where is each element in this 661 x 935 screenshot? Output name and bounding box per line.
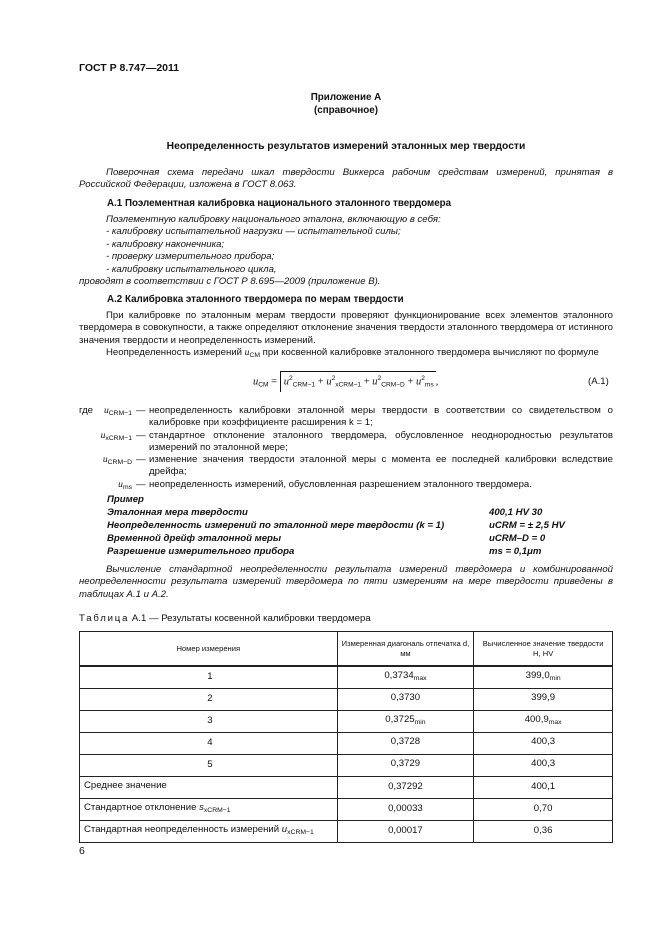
- intro-paragraph: Поверочная схема передачи шкал твердости Виккерса рабочим средствам измерений, принятая в Российской Федерации, изложена в ГОСТ 8.063.: [79, 167, 613, 191]
- where-label: где: [79, 405, 94, 416]
- list-item: - калибровку испытательного цикла,: [106, 263, 277, 275]
- section-a2-heading: А.2 Калибровка эталонного твердомера по мерам твердости: [107, 294, 404, 305]
- annex-main-title: Неопределенность результатов измерений эталонных мер твердости: [166, 141, 526, 152]
- list-item: - калибровку испытательной нагрузки — испытательной силы;: [106, 226, 401, 238]
- definition-text: изменение значения твердости эталонной меры с момента ее последней калибровки вследствие дрейфа;: [149, 454, 613, 478]
- definition-dash: —: [136, 430, 146, 441]
- square-root-icon: $u^2_{CRM-1} + u^2_{xCRM-1} + u^2_{CRM-D} + u^2_{ms}$: [280, 371, 436, 392]
- definition-dash: —: [136, 405, 146, 416]
- section-a1-body: [79, 214, 613, 288]
- section-a1-heading: А.1 Поэлементная калибровка национального эталонного твердомера: [107, 198, 452, 209]
- document-header: ГОСТ Р 8.747—2011: [79, 62, 180, 74]
- example-title: Пример: [107, 494, 144, 505]
- definition-dash: —: [136, 454, 146, 465]
- example-label: Неопределенность измерений по эталонной мере твердости (k = 1): [107, 520, 445, 531]
- list-item: - проверку измерительного прибора;: [106, 251, 275, 263]
- page-number: 6: [79, 845, 85, 857]
- annex-heading: [79, 92, 613, 117]
- closing-paragraph: Вычисление стандартной неопределенности результата измерений твердомера и комбинированной неопределенности результата измерений твердомера по пяти измерениям на мере твердости приведены в таблицах А.1 и А.2.: [79, 564, 613, 600]
- table-caption: Таблица А.1 — Результаты косвенной калибровки твердомера: [79, 613, 371, 624]
- table-summary-row: Стандартная неопределенность измерений $u_{xCRM-1}$ 0,00017 0,36: [80, 821, 613, 843]
- list-item: - калибровку наконечника;: [106, 238, 225, 250]
- definition-text: неопределенность калибровки эталонной меры твердости в соответствии со свидетельством о калибровке при коэффициенте расширения k = 1;: [149, 405, 613, 429]
- example-label: Разрешение измерительного прибора: [107, 546, 295, 557]
- example-block: [0, 494, 661, 560]
- formula-a1: $u_{CM} = u^2_{CRM-1} + u^2_{xCRM-1} + u^2_{CRM-D} + u^2_{ms}$ ,: [253, 371, 438, 392]
- results-table: [79, 631, 613, 843]
- definition-symbol: $u_{xCRM-1}$: [100, 430, 132, 442]
- column-header: Вычисленное значение твердости H, HV: [474, 632, 613, 667]
- example-value: ms = 0,1μm: [489, 546, 542, 557]
- table-summary-row: Среднее значение 0,37292 400,1: [80, 777, 613, 799]
- table-row: 3 $0,3725_{min}$ $400,9_{max}$: [80, 711, 613, 733]
- definition-dash: —: [136, 479, 146, 490]
- example-label: Эталонная мера твердости: [107, 507, 248, 518]
- formula-number: (А.1): [588, 376, 609, 387]
- table-row: 4 0,3728 400,3: [80, 733, 613, 755]
- example-value: uCRM–D = 0: [489, 533, 546, 544]
- table-row: 2 0,3730 399,9: [80, 689, 613, 711]
- definition-text: стандартное отклонение эталонного твердомера, обусловленное неоднородностью результатов измерений по эталонной мере;: [149, 430, 613, 454]
- definition-symbol: $u_{ms}$: [118, 479, 132, 491]
- annex-subtitle: (справочное): [314, 104, 378, 116]
- column-header: Измеренная диагональ отпечатка d, мм: [337, 632, 474, 667]
- section-a1-trail: проводят в соответствии с ГОСТ Р 8.695—2009 (приложение В).: [79, 276, 381, 288]
- section-a1-lead: Поэлементную калибровку национального эталона, включающую в себя:: [106, 214, 441, 225]
- example-value: 400,1 HV 30: [489, 507, 543, 518]
- annex-title: Приложение А: [310, 92, 382, 103]
- example-value: uCRM = ± 2,5 HV: [489, 520, 565, 531]
- definition-text: неопределенность измерений, обусловленная разрешением эталонного твердомера.: [149, 479, 532, 490]
- example-label: Временной дрейф эталонной меры: [107, 533, 282, 544]
- table-summary-row: Стандартное отклонение $s_{xCRM-1}$ 0,00033 0,70: [80, 799, 613, 821]
- table-header-row: [80, 632, 613, 667]
- definition-symbol: $u_{CRM-D}$: [102, 454, 132, 466]
- definition-symbol: $u_{CRM-1}$: [103, 405, 132, 417]
- column-header: Номер измерения: [80, 632, 338, 667]
- section-a2-paragraph-1: При калибровке по эталонным мерам твердости проверяют функционирование всех элементов эталонного твердомера в совокупности, а также определяют отклонение значения твердости эталонного твердомера от истинного значения твердости и неопределенность измерений.: [79, 310, 613, 346]
- table-row: 1 $0,3734_{max}$ $399,0_{min}$: [80, 666, 613, 689]
- table-row: 5 0,3729 400,3: [80, 755, 613, 777]
- definitions-list: [0, 405, 661, 490]
- section-a2-paragraph-2: Неопределенность измерений $u_{CM}$ при косвенной калибровке эталонного твердомера вычисляют по формуле: [106, 347, 599, 359]
